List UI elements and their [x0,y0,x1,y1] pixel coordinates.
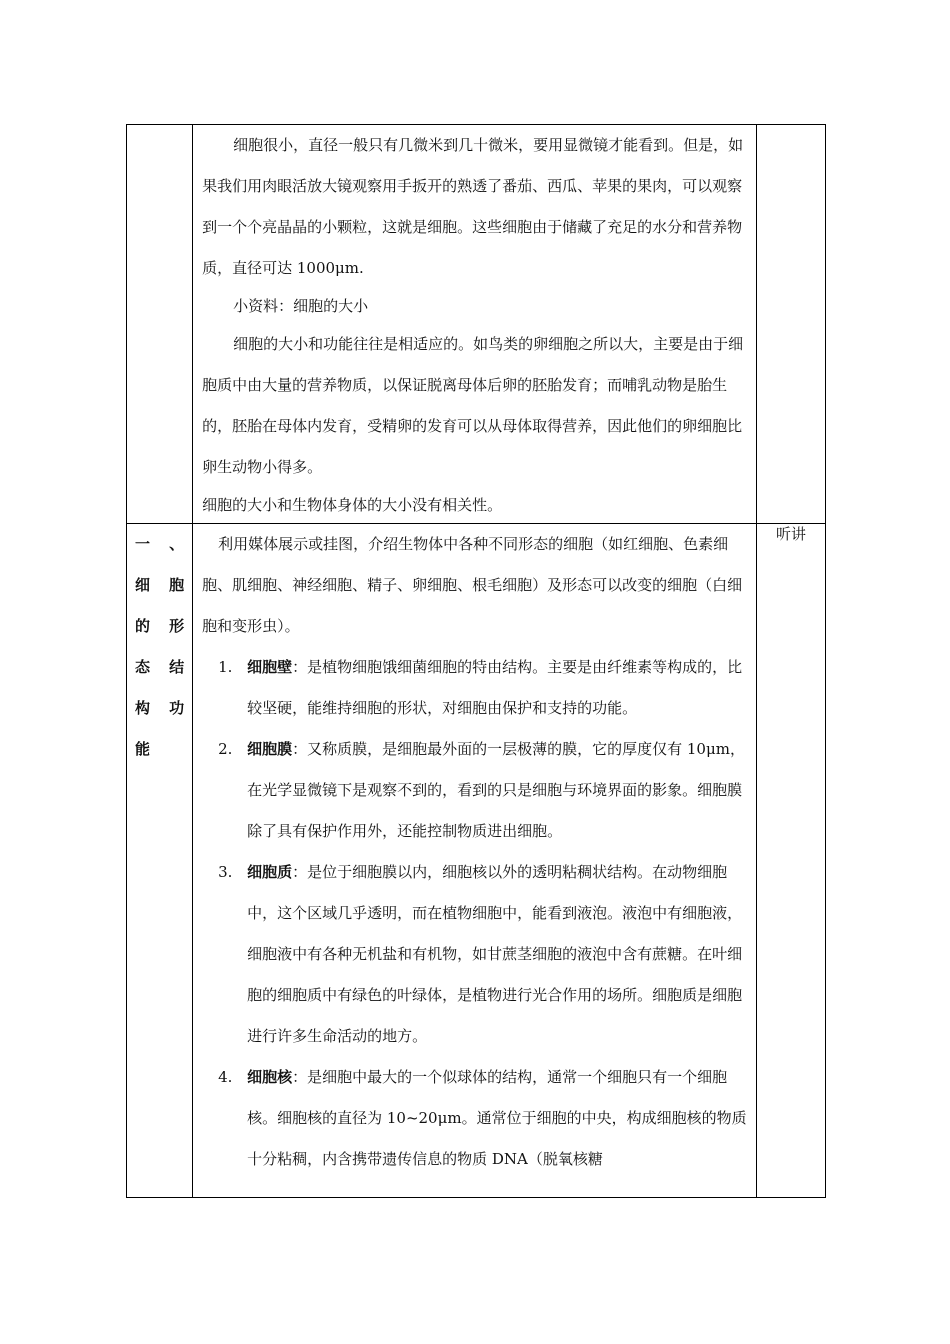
list-text: ：是植物细胞饿细菌细胞的特由结构。主要是由纤维素等构成的，比较坚硬，能维持细胞的形状，对细胞由保护和支持的功能。 [247,658,743,717]
title-char: 形 [169,617,185,635]
lesson-table [126,124,826,1198]
row1-method-cell [756,125,825,524]
structure-list [202,647,748,1180]
title-char: 细 [135,576,151,594]
title-line [135,524,184,565]
content-paragraph: 细胞的大小和生物体身体的大小没有相关性。 [202,496,503,514]
list-item [202,647,748,729]
title-char: 结 [169,658,185,676]
list-number: 4. [218,1068,233,1086]
section-title [127,524,192,770]
list-term: 细胞壁 [247,658,293,676]
list-term: 细胞核 [247,1068,293,1086]
title-line [135,729,184,770]
title-line [135,606,184,647]
title-char: 功 [169,699,185,717]
list-text: ：又称质膜，是细胞最外面的一层极薄的膜，它的厚度仅有 10μm，在光学显微镜下是观察不到的，看到的只是细胞与环境界面的影象。细胞膜除了具有保护作用外，还能控制物质进出细胞。 [247,740,745,840]
section-content-cell [193,524,757,1198]
list-number: 1. [218,658,233,676]
list-item [202,1057,748,1180]
list-number: 2. [218,740,233,758]
row1-title-cell [127,125,193,524]
title-line [135,565,184,606]
table-row [127,125,826,524]
note-title: 小资料：细胞的大小 [233,297,369,315]
title-char: 的 [135,617,151,635]
list-text: ：是位于细胞膜以内，细胞核以外的透明粘稠状结构。在动物细胞中，这个区域几乎透明，而在植物细胞中，能看到液泡。液泡中有细胞液，细胞液中有各种无机盐和有机物，如甘蔗茎细胞的液泡中含有蔗糖。在叶细胞的细胞质中有绿色的叶绿体，是植物进行光合作用的场所。细胞质是细胞进行许多生命活动的地方。 [247,863,743,1045]
title-char: 、 [169,535,185,553]
title-char: 一 [135,535,151,553]
list-term: 细胞膜 [247,740,293,758]
list-number: 3. [218,863,233,881]
method-label: 听讲 [775,525,806,543]
list-text: ：是细胞中最大的一个似球体的结构，通常一个细胞只有一个细胞核。细胞核的直径为 10~20μm。通常位于细胞的中央，构成细胞核的物质十分粘稠，内含携带遗传信息的物质 DNA（脱氧核糖 [247,1068,747,1168]
method-cell [756,524,825,1198]
content-paragraph: 细胞很小，直径一般只有几微米到几十微米，要用显微镜才能看到。但是，如果我们用肉眼活放大镜观察用手扳开的熟透了番茄、西瓜、苹果的果肉，可以观察到一个个亮晶晶的小颗粒，这就是细胞。这些细胞由于储藏了充足的水分和营养物质，直径可达 1000μm. [202,136,744,277]
intro-paragraph: 利用媒体展示或挂图，介绍生物体中各种不同形态的细胞（如红细胞、色素细胞、肌细胞、神经细胞、精子、卵细胞、根毛细胞）及形态可以改变的细胞（白细胞和变形虫）。 [202,535,743,635]
title-line [135,688,184,729]
section-title-cell [127,524,193,1198]
title-char: 构 [135,699,151,717]
table-row [127,524,826,1198]
row1-content-cell [193,125,757,524]
title-char: 能 [135,740,151,758]
list-item [202,729,748,852]
content-paragraph: 细胞的大小和功能往往是相适应的。如鸟类的卵细胞之所以大，主要是由于细胞质中由大量的营养物质，以保证脱离母体后卵的胚胎发育；而哺乳动物是胎生的，胚胎在母体内发育，受精卵的发育可以从母体取得营养，因此他们的卵细胞比卵生动物小得多。 [202,335,744,476]
list-term: 细胞质 [247,863,293,881]
title-char: 态 [135,658,151,676]
list-item [202,852,748,1057]
title-char: 胞 [169,576,185,594]
title-line [135,647,184,688]
